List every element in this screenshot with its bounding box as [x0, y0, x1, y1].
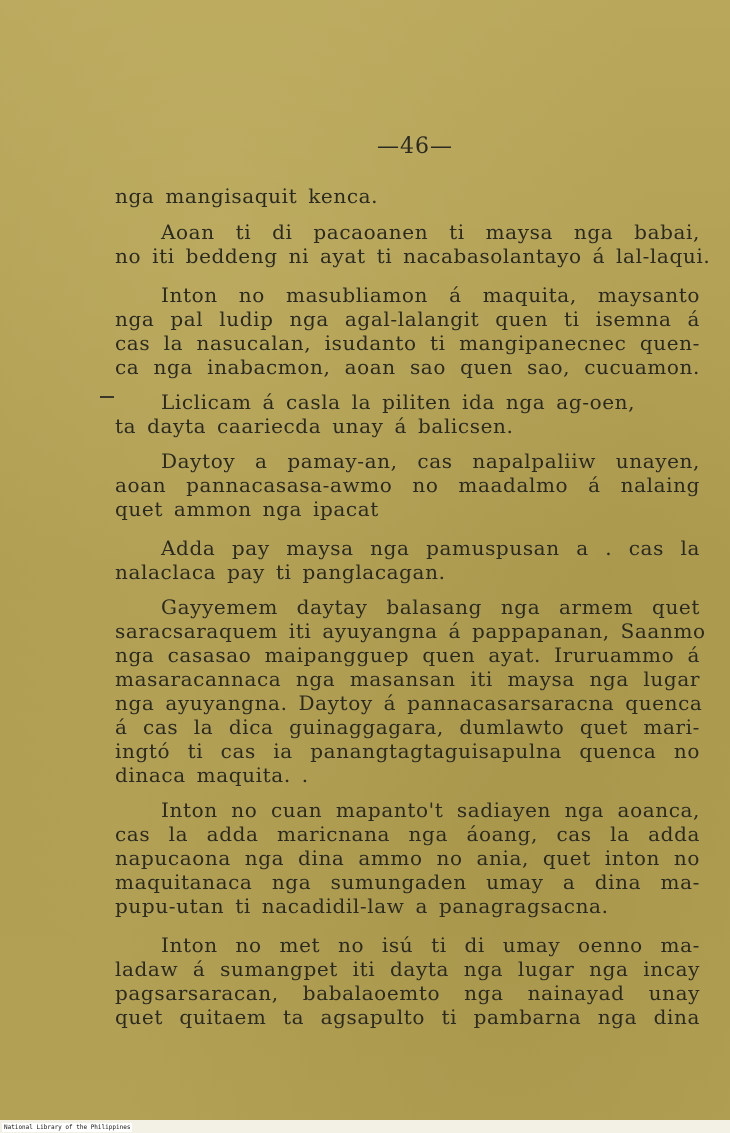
text-line: ladaw á sumangpet iti dayta nga lugar nga incay	[115, 957, 700, 981]
text-line: masaracannaca nga masansan iti maysa nga lugar	[115, 667, 700, 691]
page-number: —46—	[377, 134, 453, 159]
text-line: maquitanaca nga sumungaden umay a dina ma-	[115, 870, 700, 894]
text-line: pupu-utan ti nacadidil-law a panagragsacna.	[115, 894, 609, 918]
text-line: nga pal ludip nga agal-lalangit quen ti isemna á	[115, 307, 700, 331]
text-line: cas la adda maricnana nga áoang, cas la adda	[115, 822, 700, 846]
text-line: Adda pay maysa nga pamuspusan a . cas la	[161, 536, 700, 560]
text-line: ingtó ti cas ia panangtagtaguisapulna quenca no	[115, 739, 700, 763]
text-line: ta dayta caariecda unay á balicsen.	[115, 414, 514, 438]
text-line: cas la nasucalan, isudanto ti mangipanecnec quen-	[115, 331, 700, 355]
library-credit: National Library of the Philippines	[4, 1124, 131, 1131]
text-line: no iti beddeng ni ayat ti nacabasolantayo á lal-laqui.	[115, 244, 711, 268]
margin-dash-mark	[100, 396, 114, 398]
text-line: Inton no cuan mapanto't sadiayen nga aoanca,	[161, 798, 700, 822]
text-line: Inton no met no isú ti di umay oenno ma-	[161, 933, 700, 957]
text-line: nga mangisaquit kenca.	[115, 184, 379, 208]
text-line: Aoan ti di pacaoanen ti maysa nga babai,	[161, 220, 700, 244]
text-line: Gayyemem daytay balasang nga armem quet	[161, 595, 700, 619]
text-line: Daytoy a pamay-an, cas napalpaliiw unayen,	[161, 449, 700, 473]
text-line: Inton no masubliamon á maquita, maysanto	[161, 283, 700, 307]
text-line: pagsarsaracan, babalaoemto nga nainayad unay	[115, 981, 700, 1005]
text-line: napucaona nga dina ammo no ania, quet inton no	[115, 846, 700, 870]
text-line: nalaclaca pay ti panglacagan.	[115, 560, 446, 584]
text-line: nga ayuyangna. Daytoy á pannacasarsaracna quenca	[115, 691, 703, 715]
text-line: nga casasao maipangguep quen ayat. Iruruammo á	[115, 643, 700, 667]
text-line: saracsaraquem iti ayuyangna á pappapanan, Saanmo	[115, 619, 706, 643]
text-line: ca nga inabacmon, aoan sao quen sao, cucuamon.	[115, 355, 700, 379]
text-line: á cas la dica guinaggagara, dumlawto quet mari-	[115, 715, 700, 739]
text-line: dinaca maquita. .	[115, 763, 309, 787]
text-line: quet ammon nga ipacat	[115, 497, 379, 521]
text-line: aoan pannacasasa-awmo no maadalmo á nalaing	[115, 473, 700, 497]
text-line: quet quitaem ta agsapulto ti pambarna nga dina	[115, 1005, 700, 1029]
text-line: Liclicam á casla la piliten ida nga ag-oen,	[161, 390, 636, 414]
